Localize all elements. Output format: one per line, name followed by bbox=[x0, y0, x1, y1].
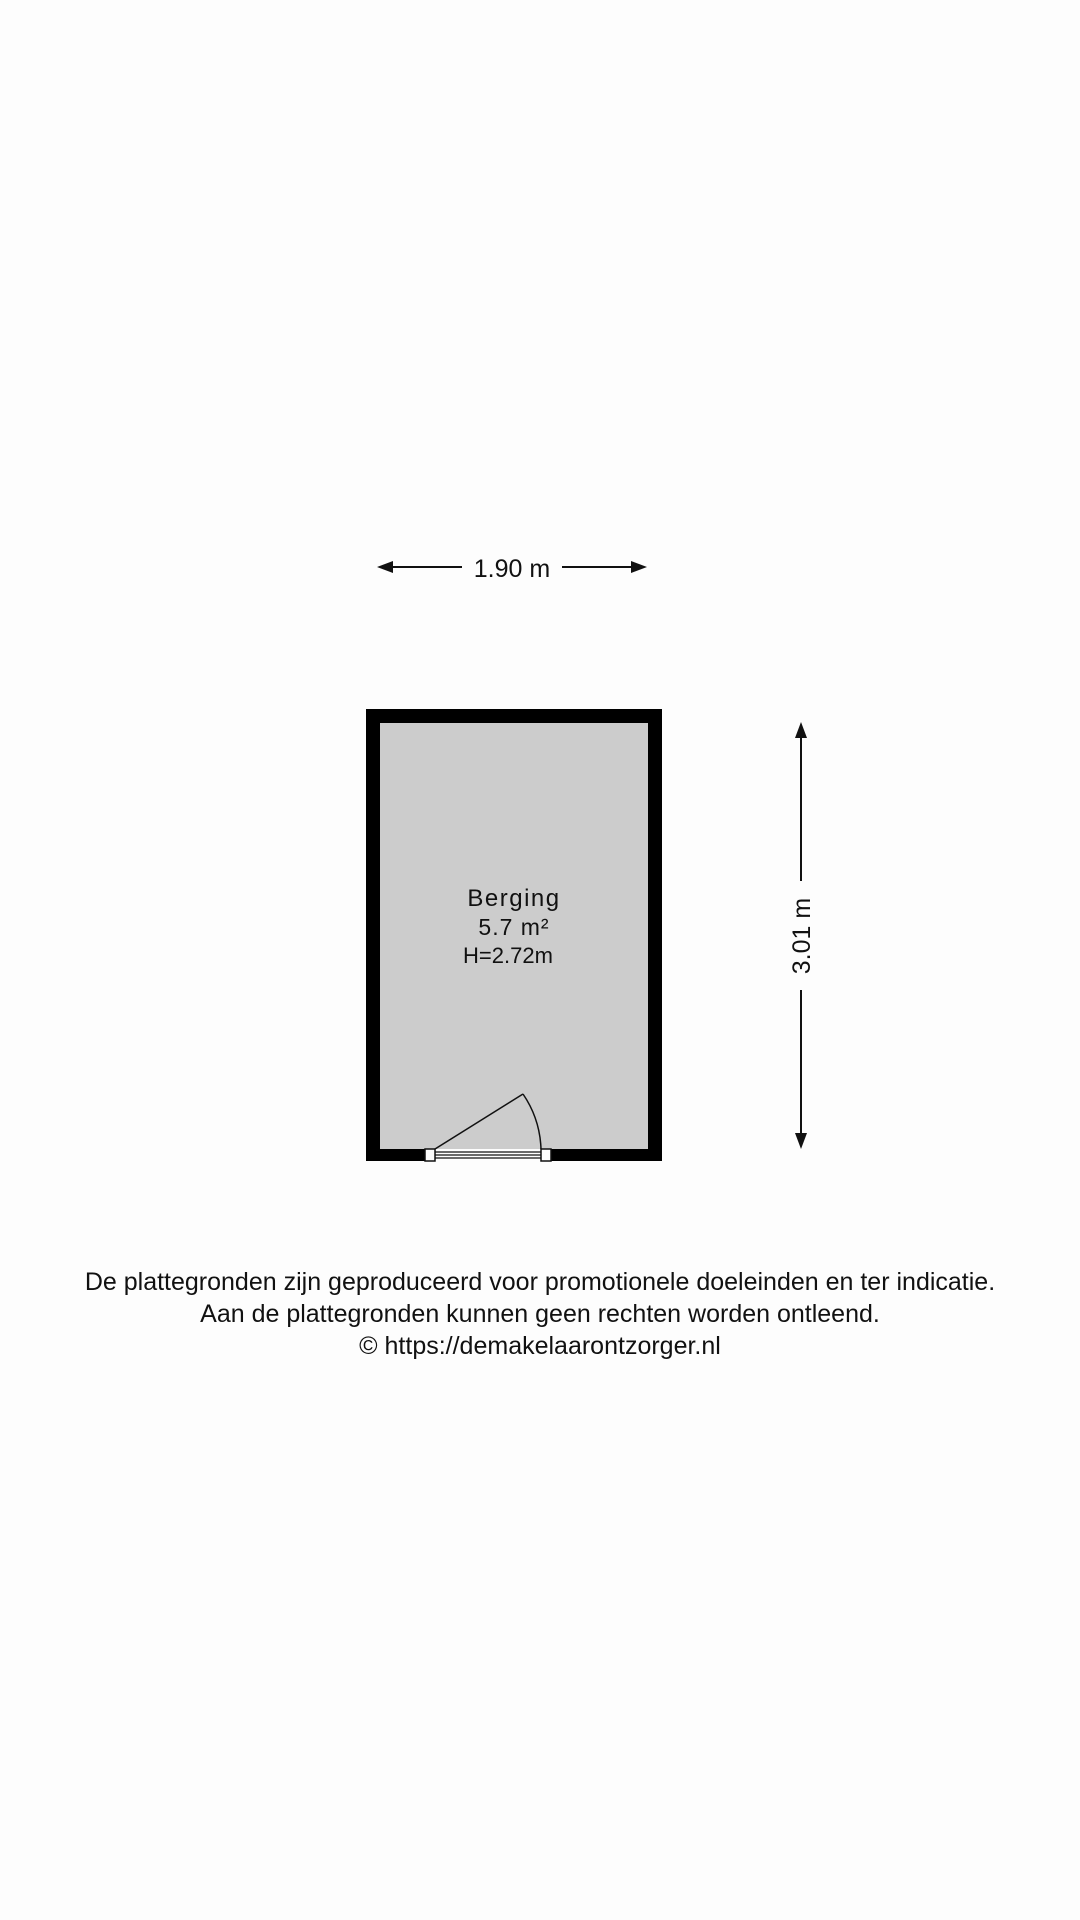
disclaimer bbox=[0, 1266, 1080, 1362]
width-dimension-label: 1.90 m bbox=[473, 555, 551, 583]
width-dimension bbox=[377, 555, 647, 583]
disclaimer-line-1: De plattegronden zijn geproduceerd voor promotionele doeleinden en ter indicatie. bbox=[84, 1268, 996, 1296]
height-arrow-top bbox=[795, 722, 807, 738]
room-name: Berging bbox=[467, 885, 561, 912]
height-arrow-bottom bbox=[795, 1133, 807, 1149]
room-area: 5.7 m² bbox=[478, 914, 550, 940]
door-frame-left bbox=[425, 1149, 435, 1161]
disclaimer-copyright: © https://demakelaarontzorger.nl bbox=[359, 1332, 721, 1360]
room-berging bbox=[366, 709, 662, 1161]
room-height: H=2.72m bbox=[463, 943, 553, 968]
height-dimension-label: 3.01 m bbox=[788, 897, 816, 975]
width-arrow-left bbox=[377, 561, 393, 573]
disclaimer-line-2: Aan de plattegronden kunnen geen rechten worden ontleend. bbox=[200, 1300, 880, 1328]
door-frame-right bbox=[541, 1149, 551, 1161]
height-dimension bbox=[788, 722, 816, 1149]
width-arrow-right bbox=[631, 561, 647, 573]
